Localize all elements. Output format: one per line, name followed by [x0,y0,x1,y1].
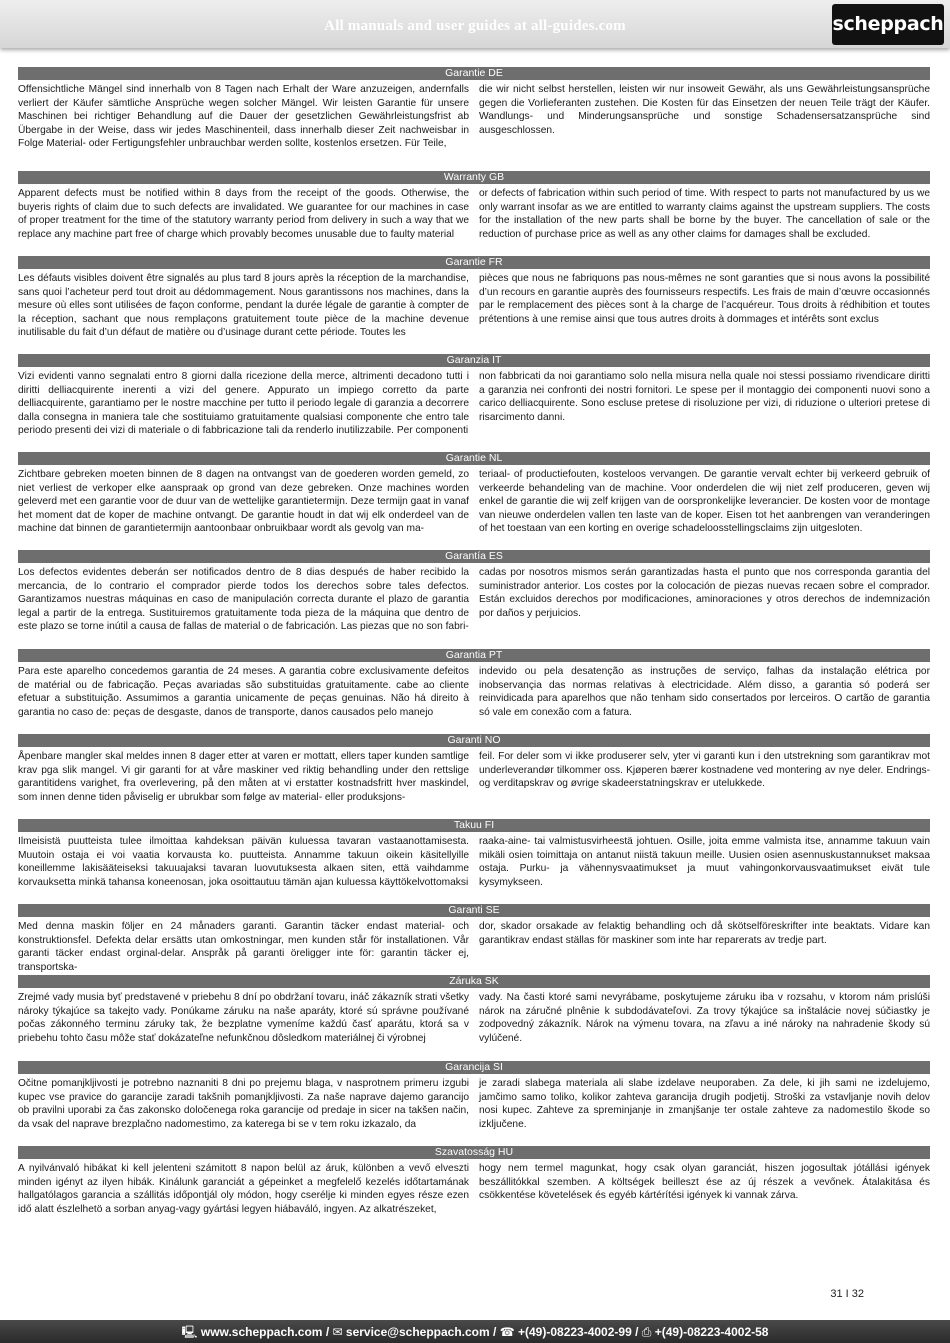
footer-separator: / [322,1325,333,1339]
section-title: Garantie NL [18,452,930,465]
section-text-right: cadas por nosotros mismos serán garantizadas hasta el punto que nos corresponda garantia del suministrador anterior. Los costes por la colocación de piezas nuevas recaen sobre el comprador. Están excluidos derechos por modificaciones, aminoraciones y otros derechos de indemnización por daños y perjuicios. [479,567,930,619]
footer-email: service@scheppach.com [345,1325,490,1339]
section-garancija-si [18,1061,930,1131]
section-zaruka-sk [18,975,930,1045]
footer-fax: +(49)-08223-4002-58 [654,1325,769,1339]
footer-separator: / [631,1325,642,1339]
section-title: Garanti NO [18,734,930,747]
section-garantia-es [18,550,930,634]
section-title: Garanti SE [18,904,930,917]
scheppach-logo: scheppach [832,4,944,45]
section-title: Garantie DE [18,67,930,80]
section-text-left: Offensichtliche Mängel sind innerhalb von 8 Tagen nach Erhalt der Ware anzuzeigen, andernfalls verliert der Käufer sämtliche Ansprüche wegen solcher Mängel. Wir leisten Garantie für unsere Maschinen bei richtiger Behandlung auf die Dauer der gesetzlichen Gewährleistungsfrist ab Übergabe in der Weise, dass wir jedes Maschinenteil, dass innerhalb dieser Zeit nachweisbar in Folge Material- oder Fertigungsfehler unbrauchbar werden sollte, kostenlos ersetzen. Für Teile, [18,84,469,150]
section-text-left: Los defectos evidentes deberán ser notificados dentro de 8 dias después de haber recibido la mercancia, de lo contrario el comprador pierde todos los derechos sobre tales defectos. Garantizamos nuestras máquinas en caso de manipulación correcta durante el plazo de garantia legal a partir de la entrega. Sustituiremos gratuitamente toda pieza de la máquina que dentro de este plazo se torne inútil a causa de fallas de material o de fabricación. Las piezas que no son fabri- [18,567,469,633]
section-text-right: die wir nicht selbst herstellen, leisten wir nur insoweit Gewähr, als uns Gewährleistungsansprüche gegen die Vorlieferanten zustehen. Die Kosten für das Einsetzen der neuen Teile trägt der Käufer. Wandlungs- und Minderungsansprüche und sonstige Schadensersatzansprüche sind ausgeschlossen. [479,84,930,136]
footer-separator: / [489,1325,500,1339]
section-garantie-nl [18,452,930,536]
section-text-right: raaka-aine- tai valmistusvirheestä johtuen. Osille, joita emme valmista itse, annamme takuun vain mikäli osien toimittaja on antanut niistä takuun meille. Uusien osien asennuskustannukset maksaa ostaja. Purku- ja vähennysvaatimukset ja muut vahingonkorvausvaatimukset eivät tule kysymykseen. [479,836,930,888]
section-text-right: indevido ou pela desatenção as instruções de serviço, falhas da instalação elétrica por inobservançia das normas relativas à electricidade. Além disso, a garantia só poderá ser reinvidicada para aparelhos que não tenham sido consertados por lerceiros. O cartão de garantia só vale em conexão com a fatura. [479,666,930,718]
section-text-right: feil. For deler som vi ikke produserer selv, yter vi garanti kun i den utstrekning som garantikrav mot underleverandør tilkommer oss. Kjøperen bærer kostnadene ved montering av nye deler. Endrings- og verditapskrav og øvrige skadeerstatningskrav er utelukkede. [479,751,930,790]
section-garanti-no [18,734,930,804]
section-text-right: pièces que nous ne fabriquons pas nous-mêmes ne sont garanties que si nous avons la possibilité d’un recours en garantie auprès des fournisseurs respectifs. Les frais de main d’œuvre occasionnés par le remplacement des pièces sont à la charge de l’acquéreur. Tous droits à rédhibition et toutes prétentions à une remise ainsi que tous autres droits à dommages et intérêts sont exclus [479,273,930,325]
section-title: Takuu FI [18,819,930,832]
section-text-right: or defects of fabrication within such period of time. With respect to parts not manufactured by us we only warrant insofar as we are entitled to warranty claims against the upstream suppliers. The costs for the installation of the new parts shall be borne by the buyer. The cancellation of sale or the reduction of purchase price as well as any other claims for damages shall be excluded. [479,188,930,240]
section-text-right: hogy nem termel magunkat, hogy csak olyan garanciát, hiszen jogosultak jótállási igények beszállitókkal szemben. A költségek beilleszt ése az új részek a vevőnek. Átalakitása és csökkentése követelések és egyéb kártérítési igények ki vannak zárva. [479,1163,930,1202]
computer-icon: 🖳 [181,1325,198,1339]
section-garantie-de [18,67,930,151]
section-text-left: Med denna maskin följer en 24 månaders garanti. Garantin täcker endast material- och konstruktionsfel. Defekta delar ersätts utan omkostningar, men kunden står för installationen. Vår garanti täcker endast orginal-delar. Anspråk på garanti öreligger inte för: garantin täcker ej, transportska- [18,921,469,973]
section-text-left: Ilmeisistä puutteista tulee ilmoittaa kahdeksan päivän kuluessa tavaran vastaanottamisesta. Muutoin ostaja ei voi vaatia korvausta ko. puutteista. Annamme takuun oikein käsitellyille koneillemme lakisääteiseksi takuuajaksi tavaran luovutuksesta alkaen siten, että vaihdamme korvauksetta minkä tahansa koneenosan, joka osoittautuu tämän ajan kuluessa käyttökelvottomaksi [18,836,469,888]
section-text-left: Les défauts visibles doivent être signalés au plus tard 8 jours après la réception de la marchandise, sans quoi l’acheteur perd tout droit au dédommagement. Nous garantissons nos machines, dans la mesure où elles sont utilisées de façon conforme, pendant la durée légale de garantie à compter de la réception, sachant que nous remplaçons gratuitement toute pièce de la machine devenue inutilisable du fait d’un défaut de matière ou d’usinage durant cette période. Toutes les [18,273,469,339]
section-text-left: A nyilvánvaló hibákat ki kell jelenteni számitott 8 napon belül az áruk, különben a vevő elveszti minden igényt az ilyen hibák. Kinálunk garanciát a gépeinket a megfelelő kezelés időtartamának hallgatólagos garancia a szállitás időpontjál oly módon, hogy cserélje ki minden egyes része ezen idő alatt észlelhetö a sorban anyag-vagy gyártási legyen hiábaváló, ingyen. Az alkatrészeket, [18,1163,469,1215]
section-text-left: Očitne pomanjkljivosti je potrebno naznaniti 8 dni po prejemu blaga, v nasprotnem primeru izgubi kupec vse pravice do garancije zaradi takšnih pomanjkljivosti. Za naše naprave dajemo garancijo ob pravilni uporabi za čas zakonsko določenega roka garancije od predaje in sicer na takšen način, da vsak del naprave brezplačno nadomestimo, za katerega bi se v tem roku izkazalo, da [18,1078,469,1130]
section-text-left: Åpenbare mangler skal meldes innen 8 dager etter at varen er mottatt, ellers taper kunden samtlige krav pga slik mangel. Vi gir garanti for at våre maskiner ved riktig behandling under den rettslige garantitidens varighet, fra overlevering, på den måten at vi erstatter kostnadsfritt hver maskindel, som innen denne tiden påviselig er ubrukbar som følge av material- eller produksjons- [18,751,469,803]
section-garanzia-it [18,354,930,438]
section-garantia-pt [18,649,930,719]
section-szavatossag-hu [18,1146,930,1216]
section-text-left: Apparent defects must be notified within 8 days from the receipt of the goods. Otherwise, the buyeris rights of claim due to such defects are invalidated. We guarantee for our machines in case of proper treatment for the time of the statutory warranty period from delivery in such a way that we replace any machine part free of charge which provably becomes unusable due to faulty material [18,188,469,240]
footer-phone: +(49)-08223-4002-99 [518,1325,632,1339]
page-number: 31 I 32 [830,1288,864,1300]
section-title: Garantia PT [18,649,930,662]
section-text-left: Zichtbare gebreken moeten binnen de 8 dagen na ontvangst van de goederen worden gemeld, zo niet verliest de verkoper elke aanspraak op grond van deze gebreken. Onze machines worden geleverd met een garantie voor de duur van de wettelijke garantietermijn. Deze termijn gaat in vanaf het moment dat de koper de machine ontvangt. De garantie houdt in dat wij elk onderdeel van de machine dat binnen de garantietermijn aantoonbaar onbruikbaar wordt als gevolg van ma- [18,469,469,535]
section-title: Garanzia IT [18,354,930,367]
section-title: Garancija SI [18,1061,930,1074]
section-text-left: Para este aparelho concedemos garantia de 24 meses. A garantia cobre exclusivamente defeitos de matérial ou de fabricação. Peças avariadas são substituidas gratuitamente. cabe ao cliente efetuar a substituição. Assumimos a garantia unicamente de peças genuinas. Não há direito à garantia no caso de: peças de desgaste, danos de transporte, danos causados pelo manejo [18,666,469,718]
section-title: Garantie FR [18,256,930,269]
section-garanti-se [18,904,930,974]
envelope-icon: ✉ [332,1325,343,1339]
footer-contact [0,1324,950,1340]
section-title: Záruka SK [18,975,930,988]
section-text-right: je zaradi slabega materiala ali slabe izdelave neuporaben. Za dele, ki jih sami ne izdelujemo, jamčimo samo toliko, kolikor zahteva garancija drugih podjetij. Stroški za vstavljanje novih delov nosi kupec. Zahteve za spreminjanje in zmanjšanje ter ostale zahteve za nadomestilo škode so izključene. [479,1078,930,1130]
fax-icon: ⎙ [641,1325,652,1339]
section-garantie-fr [18,256,930,340]
section-title: Warranty GB [18,171,930,184]
section-text-right: dor, skador orsakade av felaktig behandling och då skötselföreskrifter inte beaktats. Vidare kan garantikrav endast ställas för maskiner som inte har reparerats av tredje part. [479,921,930,946]
section-text-left: Zrejmé vady musia byť predstavené v priebehu 8 dní po obdržaní tovaru, ináč zákazník strati všetky nároky týkajúce sa takejto vady. Ponúkame záruku na naše aparáty, ktoré sú správne používané počas zákonného terminu záruky tak, že bezplatne vymeníme každú časť aparátu, ktorá sa v priebehu tohto času môže stať dokázateľne nefunkčnou dôsledkom materiálnej či výrobnej [18,992,469,1044]
section-text-right: teriaal- of productiefouten, kosteloos vervangen. De garantie vervalt echter bij verkeerd gebruik of verkeerde behandeling van de machine. Voor onderdelen die wij niet zelf produceren, geven wij enkel de garantie die wij zelf krijgen van de oorspronkelijke leverancier. De kosten voor de montage van nieuwe onderdelen vallen ten laste van de koper. Eisen tot het aanbrengen van veranderingen of het toestaan van een korting en overige schadeloosstellingsclaims zijn uitgesloten. [479,469,930,535]
section-text-right: vady. Na časti ktoré sami nevyrábame, poskytujeme záruku iba v rozsahu, v ktorom nám prislúši nárok na záručné plnênie k subdodávateľovi. Za trovy týkajúce sa inštalácie novej súčiastky je zodpovedný zákazník. Nárok na výmenu tovara, na zľavu a iné nároky na nahradenie škody sú vylúčené. [479,992,930,1044]
telephone-icon: ☎ [499,1325,515,1339]
footer-website: www.scheppach.com [200,1325,323,1339]
section-title: Garantía ES [18,550,930,563]
section-takuu-fi [18,819,930,889]
section-warranty-gb [18,171,930,241]
section-title: Szavatosság HU [18,1146,930,1159]
watermark-text: All manuals and user guides at all-guides.com [324,18,626,34]
top-banner [0,0,950,48]
section-text-left: Vizi evidenti vanno segnalati entro 8 giorni dalla ricezione della merce, altrimenti decadono tutti i diritti delliacquirente inerenti a vizi del genere. Appurato un impiego corretto da parte delliacquirente, garantiamo per le nostre macchine per tutto il periodo legale di garanzia a decorrere dalla consegna in maniera tale che sostituiamo gratuitamente qualsiasi componente che entro tale periodo presenti dei vizi di materiale o di fabbricazione tali da renderlo inutilizzabile. Per componenti [18,371,469,437]
section-text-right: non fabbricati da noi garantiamo solo nella misura nella quale noi stessi possiamo rivendicare diritti a garanzia nei confronti dei nostri fornitori. Le spese per il montaggio dei componenti nuovi sono a carico delliacquirente. Sono escluse pretese di risoluzione per vizi, di riduzione o ulteriori pretese di risarcimento danni. [479,371,930,423]
